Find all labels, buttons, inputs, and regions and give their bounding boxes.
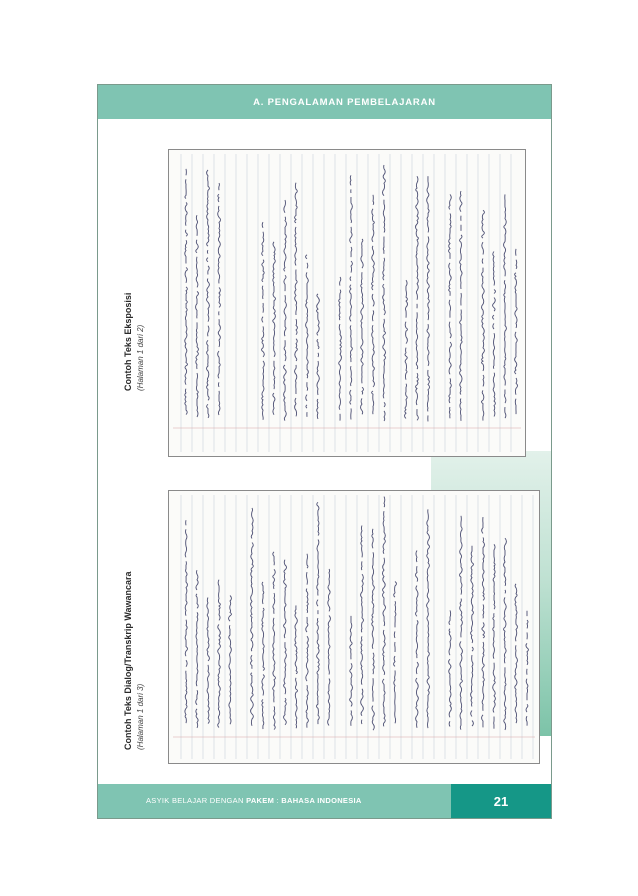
footer-book-title: ASYIK BELAJAR DENGAN PAKEM : BAHASA INDONESIA <box>146 796 362 805</box>
page-number-box <box>451 784 551 818</box>
caption-dialog <box>123 571 145 750</box>
caption-eksposisi-title: Contoh Teks Eksposisi <box>123 292 133 391</box>
caption-eksposisi <box>123 293 145 391</box>
handwriting-image-dialog <box>169 491 539 763</box>
caption-dialog-title: Contoh Teks Dialog/Transkrip Wawancara <box>123 571 133 750</box>
handwritten-page-eksposisi <box>168 149 526 457</box>
handwriting-image-eksposisi <box>169 150 525 456</box>
page-frame <box>97 84 552 819</box>
caption-eksposisi-subtitle: (Halaman 1 dari 2) <box>136 324 145 391</box>
section-title: A. PENGALAMAN PEMBELAJARAN <box>253 96 436 108</box>
caption-dialog-subtitle: (Halaman 1 dari 3) <box>136 683 145 750</box>
handwritten-page-dialog <box>168 490 540 764</box>
page-footer <box>98 784 551 818</box>
page-number: 21 <box>493 793 509 809</box>
section-header <box>98 85 551 119</box>
